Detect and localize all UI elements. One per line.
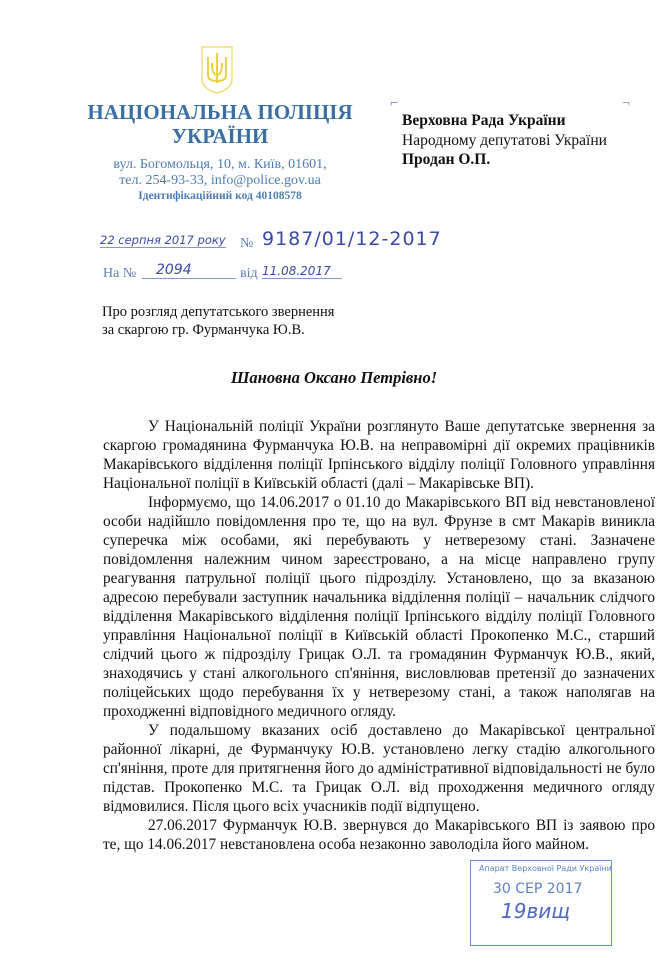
trident-emblem-icon bbox=[200, 45, 234, 95]
body-paragraph: У Національній поліції України розглянуто Ваше депутатське звернення за скаргою громадянина Фурманчука Ю.В. на неправомірні дії окремих працівників Макарівського відділення поліції Ірпінського відділу поліції Головного управління Національної поліції в Київській області (далі – Макарівське ВП). bbox=[103, 418, 655, 492]
subject-line1: Про розгляд депутатського звернення bbox=[102, 304, 335, 320]
ref-number: 2094 bbox=[142, 262, 236, 279]
ref-date: 11.08.2017 bbox=[262, 264, 342, 279]
corner-bracket-right: ¬ bbox=[622, 96, 630, 111]
letter-body bbox=[103, 417, 655, 958]
org-id-code: Ідентифікаційний код 40108578 bbox=[138, 190, 302, 202]
corner-bracket-left: ⌐ bbox=[390, 96, 398, 111]
stamp-handwritten-number: 19вищ bbox=[501, 899, 571, 923]
org-address: вул. Богомольця, 10, м. Київ, 01601, bbox=[113, 157, 327, 172]
stamp-date: 30 СЕР 2017 bbox=[493, 881, 583, 897]
outgoing-number: 9187/01/12-2017 bbox=[262, 228, 442, 250]
registration-stamp bbox=[470, 860, 612, 946]
ref-number-label: На № bbox=[103, 266, 137, 281]
recipient-name: Продан О.П. bbox=[402, 151, 491, 168]
recipient-organization: Верховна Рада України bbox=[402, 112, 566, 129]
body-paragraph: Інформуємо, що 14.06.2017 о 01.10 до Макарівського ВП від невстановленої особи надійшло повідомлення про те, що на вул. Фрунзе в смт Макарів виникла суперечка між особами, які перебувають у нетверезому стані. Зазначене повідомлення належним чином зареєстровано, а на місце направлено групу реагування патрульної поліції цього підрозділу. Установлено, що за вказаною адресою перебували заступник начальника відділення поліції – начальник слідчого відділення Макарівського відділення поліції Ірпінського відділу поліції Головного управління Національної поліції в Київській області Прокопенко М.С., старший слідчий цього ж підрозділу Грицак О.Л. та громадянин Фурманчук Ю.В., який, знаходячись у стані алкогольного сп'яніння, висловлював претензії до зазначених поліцейських щодо перебування їх у нетверезому стані, а також наполягав на проходженні відповідного медичного огляду. bbox=[103, 494, 655, 720]
outgoing-date: 22 серпня 2017 року bbox=[100, 233, 226, 247]
recipient-position: Народному депутатові України bbox=[402, 132, 607, 149]
subject-line2: за скаргою гр. Фурманчука Ю.В. bbox=[102, 322, 305, 338]
org-name-line2: УКРАЇНИ bbox=[171, 124, 269, 148]
body-paragraph: У подальшому вказаних осіб доставлено до Макарівської центральної районної лікарні, де Фурманчуку Ю.В. установлено легку стадію алкогольного сп'яніння, проте для притягнення його до адміністративної відповідальності не було підстав. Прокопенко М.С. та Грицак О.Л. від проходження медичного огляду відмовилися. Після цього всіх учасників події відпущено. bbox=[103, 722, 655, 815]
ref-date-label: від bbox=[240, 266, 258, 281]
org-name-line1: НАЦІОНАЛЬНА ПОЛІЦІЯ bbox=[87, 100, 353, 124]
org-contacts: тел. 254-93-33, info@police.gov.ua bbox=[119, 173, 321, 188]
stamp-title: Апарат Верховної Ради України bbox=[479, 864, 612, 873]
salutation: Шановна Оксано Петрівно! bbox=[230, 368, 438, 387]
number-label: № bbox=[240, 236, 254, 251]
body-paragraph: 27.06.2017 Фурманчук Ю.В. звернувся до Макарівського ВП із заявою про те, що 14.06.2017 невстановлена особа незаконно заволоділа його майном. bbox=[103, 817, 655, 853]
